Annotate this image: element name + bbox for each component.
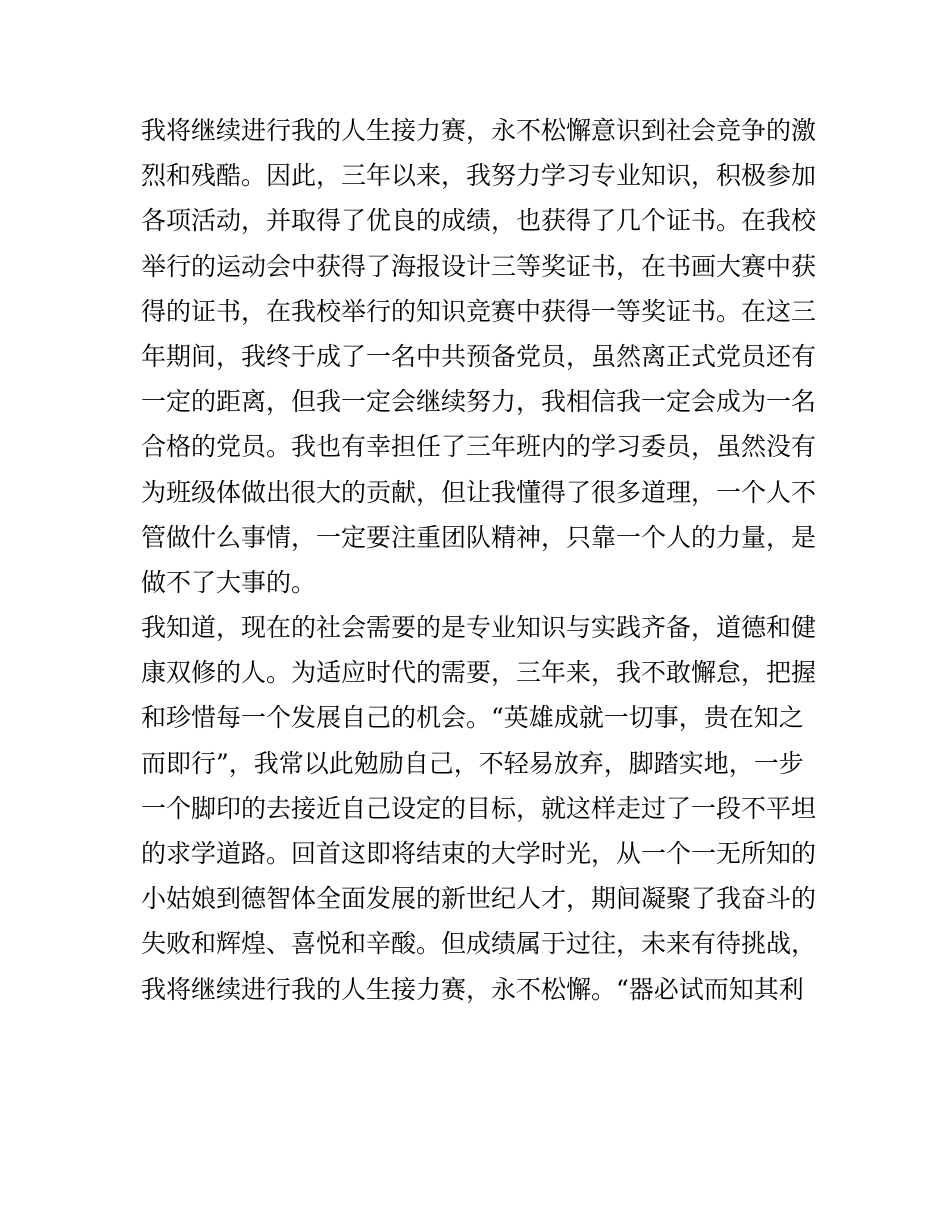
- text-line: 为班级体做出很大的贡献，但让我懂得了很多道理，一个人不: [141, 477, 817, 507]
- text-line: 我知道，现在的社会需要的是专业知识与实践齐备，道德和健: [141, 613, 817, 643]
- text-line: 和珍惜每一个发展自己的机会。“英雄成就一切事，贵在知之: [141, 703, 804, 733]
- text-line: 管做什么事情，一定要注重团队精神，只靠一个人的力量，是: [141, 522, 817, 552]
- text-line: 得的证书，在我校举行的知识竞赛中获得一等奖证书。在这三: [141, 296, 817, 326]
- text-line: 烈和残酷。因此，三年以来，我努力学习专业知识，积极参加: [141, 161, 817, 191]
- text-line: 举行的运动会中获得了海报设计三等奖证书，在书画大赛中获: [141, 251, 817, 281]
- text-line: 做不了大事的。: [141, 567, 317, 597]
- text-line: 一个脚印的去接近自己设定的目标，就这样走过了一段不平坦: [141, 793, 817, 823]
- text-line: 我将继续进行我的人生接力赛，永不松懈。“器必试而知其利: [141, 974, 804, 1004]
- text-line: 的求学道路。回首这即将结束的大学时光，从一个一无所知的: [141, 839, 817, 868]
- text-line: 我将继续进行我的人生接力赛，永不松懈意识到社会竞争的激: [141, 116, 817, 145]
- text-line: 而即行”，我常以此勉励自己，不轻易放弃，脚踏实地，一步: [141, 748, 804, 778]
- text-line: 各项活动，并取得了优良的成绩，也获得了几个证书。在我校: [141, 206, 817, 236]
- text-line: 一定的距离，但我一定会继续努力，我相信我一定会成为一名: [141, 387, 817, 417]
- text-line: 年期间，我终于成了一名中共预备党员，虽然离正式党员还有: [141, 341, 817, 371]
- text-line: 小姑娘到德智体全面发展的新世纪人才，期间凝聚了我奋斗的: [141, 884, 817, 914]
- text-line: 合格的党员。我也有幸担任了三年班内的学习委员，虽然没有: [141, 432, 817, 462]
- document-body: [141, 108, 821, 1012]
- text-line: 失败和辉煌、喜悦和辛酸。但成绩属于过往，未来有待挑战，: [141, 929, 817, 959]
- text-line: 康双修的人。为适应时代的需要，三年来，我不敢懈怠，把握: [141, 658, 817, 688]
